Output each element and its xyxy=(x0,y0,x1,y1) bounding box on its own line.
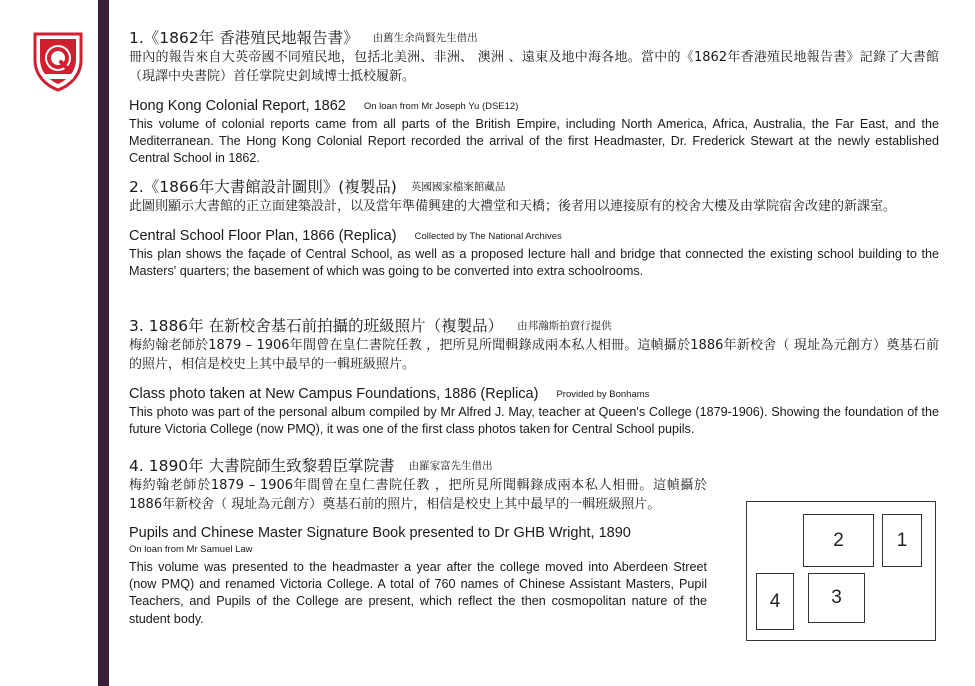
section-4-en-title: Pupils and Chinese Master Signature Book presented to Dr GHB Wright, 1890 xyxy=(129,525,631,541)
exhibit-layout-map xyxy=(746,501,936,641)
section-1 xyxy=(129,28,939,168)
section-2-zh-body: 此圖則顯示大書館的正立面建築設計，以及當年準備興建的大禮堂和天橋；後者用以連接原有的校舍大樓及由掌院宿舍改建的新課室。 xyxy=(129,199,897,214)
section-4-en-body: This volume was presented to the headmaster a year after the college moved into Aberdeen Street (now PMQ) and renamed Victoria College. A total of 760 names of Chinese Assistant Masters, Pupil Teachers, and Pupils of the College are present, which reflect the then cosmopolitan nature of the student body. xyxy=(129,560,707,626)
section-3-en-credit: Provided by Bonhams xyxy=(556,389,650,400)
section-1-en-title: Hong Kong Colonial Report, 1862 xyxy=(129,98,346,114)
section-2-zh-credit: 英國國家檔案館藏品 xyxy=(410,181,506,193)
section-3-en-title: Class photo taken at New Campus Foundations, 1886 (Replica) xyxy=(129,386,539,402)
section-2-en-body: This plan shows the façade of Central School, as well as a proposed lecture hall and bridge that connected the existing school building to the Masters' quarters; the basement of which was going to be converted into extra schoolrooms. xyxy=(129,247,939,279)
side-accent-bar xyxy=(98,0,109,686)
section-2-en-credit: Collected by The National Archives xyxy=(414,231,562,242)
section-1-en-credit: On loan from Mr Joseph Yu (DSE12) xyxy=(363,101,519,112)
section-1-zh-title-line xyxy=(129,28,939,48)
section-4-zh-credit: 由羅家富先生借出 xyxy=(408,460,493,472)
section-3-zh-body: 梅約翰老師於1879 – 1906年間曾在皇仁書院任教 ，把所見所聞輯錄成兩本私人相冊。這幀攝於1886年新校舍（ 現址為元創方）奠基石前的照片，相信是校史上其中最早的一輯班級照片。 xyxy=(129,338,939,372)
section-1-en-body: This volume of colonial reports came from all parts of the British Empire, including North America, Africa, Australia, the Far East, and the Mediterranean. The Hong Kong Colonial Report recorded the arrival of the first Headmaster, Dr. Frederick Stewart at the newly established Central School in 1862. xyxy=(129,117,939,166)
layout-box-1: 1 xyxy=(882,514,922,567)
section-2-en-title-line xyxy=(129,227,939,246)
layout-box-3: 3 xyxy=(808,573,865,623)
section-2-zh-title-line xyxy=(129,177,939,197)
section-3-en-body: This photo was part of the personal album compiled by Mr Alfred J. May, teacher at Queen's College (1879-1906). Showing the foundation of the future Victoria College (now PMQ), it was one of the first class photos taken for Central School pupils. xyxy=(129,405,939,437)
section-1-zh-body: 冊內的報告來自大英帝國不同殖民地，包括北美洲、非洲、 澳洲 、遠東及地中海各地。當中的《1862年香港殖民地報告書》記錄了大書館（現譯中央書院）首任掌院史釗域博士抵校履新。 xyxy=(129,50,939,84)
layout-box-2: 2 xyxy=(803,514,874,567)
section-1-zh-credit: 由舊生余尚賢先生借出 xyxy=(372,32,478,44)
section-1-zh-title: 1.《1862年 香港殖民地報告書》 xyxy=(129,29,359,47)
school-crest-logo xyxy=(31,30,85,92)
section-3 xyxy=(129,316,939,438)
section-4-zh-body: 梅約翰老師於1879 – 1906年間曾在皇仁書院任教 ，把所見所聞輯錄成兩本私人相冊。這幀攝於1886年新校舍（ 現址為元創方）奠基石前的照片，相信是校史上其中最早的一輯班級照片。 xyxy=(129,478,707,512)
section-4-en-credit: On loan from Mr Samuel Law xyxy=(129,544,253,555)
layout-box-4: 4 xyxy=(756,573,794,630)
section-2-zh-title: 2.《1866年大書館設計圖則》(複製品) xyxy=(129,178,397,196)
section-3-zh-credit: 由邦瀚斯拍賣行提供 xyxy=(517,320,612,332)
section-4-zh-title: 4. 1890年 大書院師生致黎碧臣掌院書 xyxy=(129,457,395,475)
section-1-en-title-line xyxy=(129,97,939,116)
section-2 xyxy=(129,177,939,280)
section-3-zh-title-line xyxy=(129,316,939,336)
section-3-zh-title: 3. 1886年 在新校舍基石前拍攝的班級照片（複製品） xyxy=(129,317,504,335)
section-3-en-title-line xyxy=(129,385,939,404)
section-2-en-title: Central School Floor Plan, 1866 (Replica) xyxy=(129,228,397,244)
section-4-zh-title-line xyxy=(129,456,939,476)
